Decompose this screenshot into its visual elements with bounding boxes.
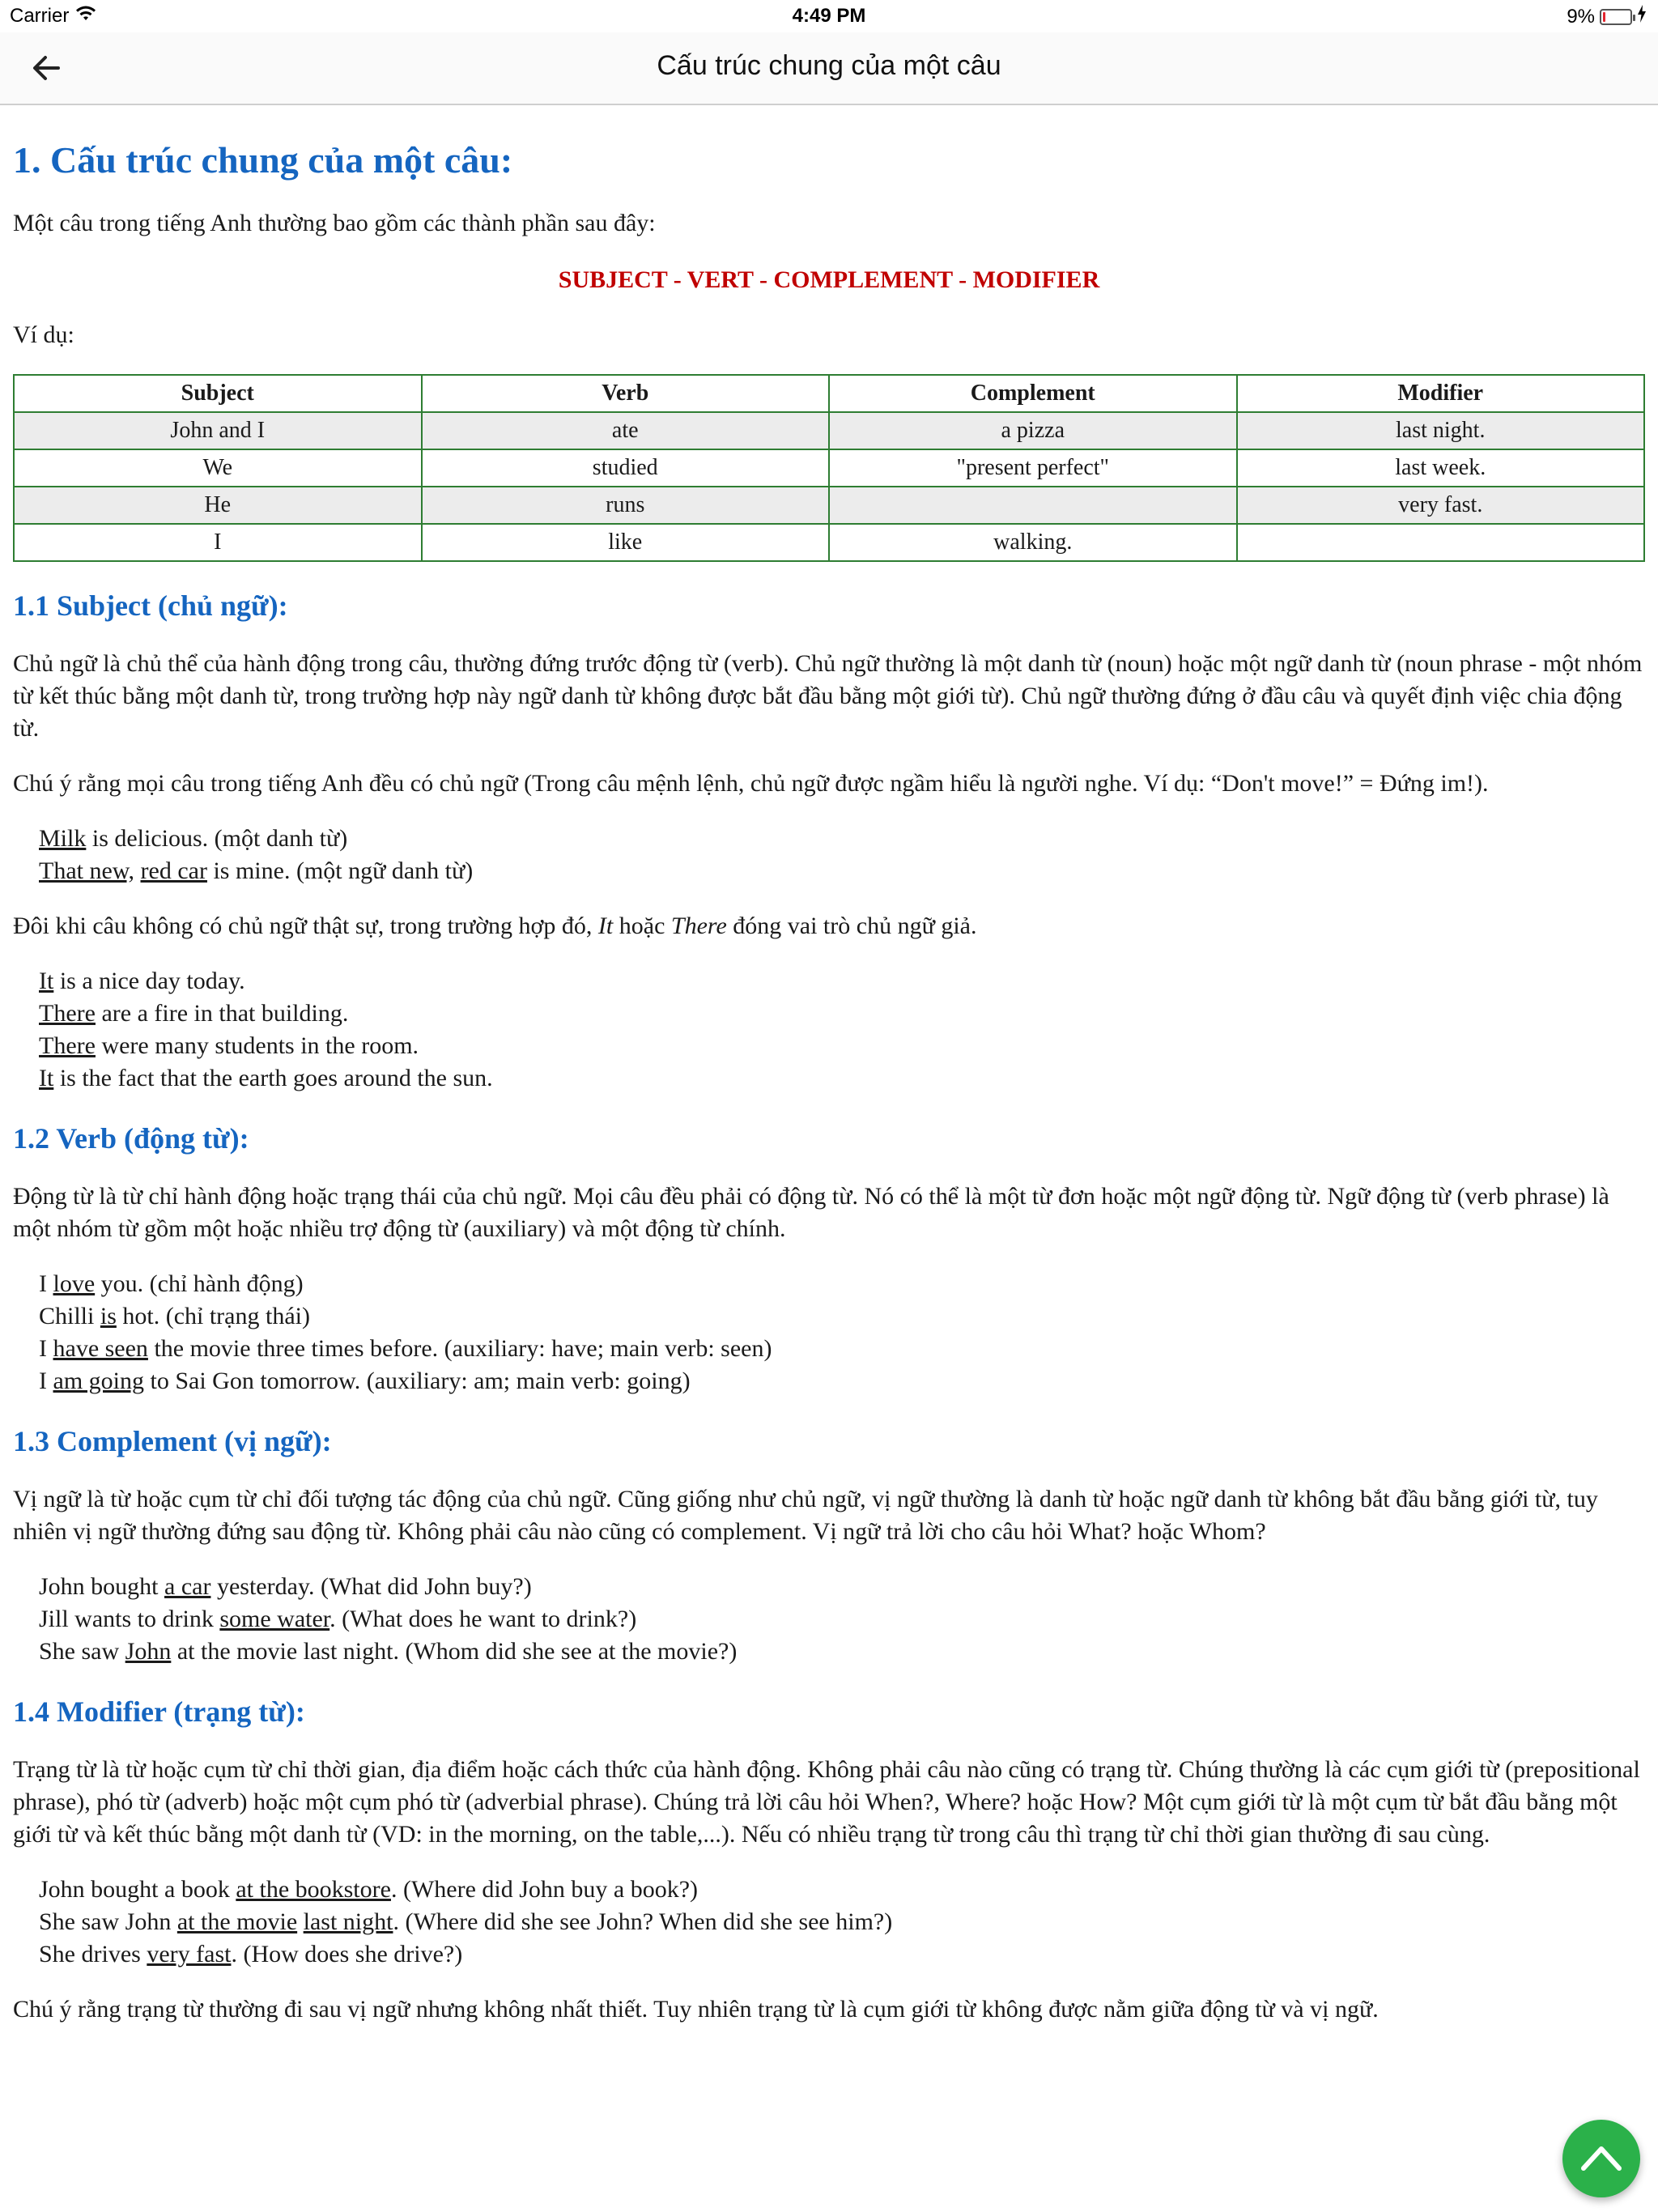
subject-paragraph-1: Chủ ngữ là chủ thể của hành động trong câu, thường đứng trước động từ (verb). Chủ ngữ thường là một danh từ (noun) hoặc một ngữ danh từ (noun phrase - một nhóm từ kết thúc bằng một danh từ, trong trường hợp này ngữ danh từ không được bắt đầu bằng một giới từ). Chủ ngữ thường đứng ở đầu câu và quyết định việc chia động từ. [13, 650, 1643, 742]
table-cell: very fast. [1237, 487, 1645, 524]
underlined-verb: am going [53, 1368, 144, 1394]
example-line [39, 1030, 1645, 1062]
charging-bolt-icon [1637, 5, 1647, 28]
example-line [39, 998, 1645, 1030]
example-text: John bought a book [39, 1876, 236, 1903]
table-cell: studied [422, 449, 830, 487]
verb-examples [39, 1268, 1645, 1397]
italic-term: It [597, 912, 614, 939]
example-text: . (How does she drive?) [231, 1941, 463, 1967]
example-text: John bought [39, 1573, 165, 1600]
underlined-subject: That new, [39, 857, 135, 884]
table-cell: like [422, 524, 830, 561]
underlined-complement: John [125, 1638, 172, 1665]
underlined-complement: some water [219, 1606, 330, 1632]
example-line [39, 1365, 1645, 1397]
example-line [39, 1874, 1645, 1906]
example-text: She saw [39, 1638, 125, 1665]
sentence-formula: SUBJECT - VERT - COMPLEMENT - MODIFIER [558, 266, 1100, 293]
status-time: 4:49 PM [792, 5, 866, 27]
underlined-subject: red car [140, 857, 207, 884]
table-cell: a pizza [829, 412, 1237, 449]
example-table [13, 374, 1645, 562]
example-text: is mine. (một ngữ danh từ) [206, 857, 474, 884]
underlined-subject: Milk [39, 825, 87, 852]
table-cell [1237, 524, 1645, 561]
navigation-bar [0, 32, 1658, 105]
chevron-up-icon [1580, 2142, 1622, 2176]
status-right [1567, 5, 1647, 28]
example-line [39, 1603, 1645, 1636]
example-line [39, 965, 1645, 998]
verb-paragraph: Động từ là từ chỉ hành động hoặc trạng thái của chủ ngữ. Mọi câu đều phải có động từ. Nó có thể là một từ đơn hoặc một ngữ động từ. Ngữ động từ (verb phrase) là một nhóm từ gồm một hoặc nhiều trợ động từ (auxiliary) và một động từ chính. [13, 1183, 1609, 1242]
underlined-subject: There [39, 1032, 96, 1059]
underlined-subject: There [39, 1000, 96, 1027]
table-cell: We [14, 449, 422, 487]
example-text: She drives [39, 1941, 147, 1967]
table-header-modifier: Modifier [1237, 375, 1645, 412]
example-text: I [39, 1335, 53, 1362]
battery-icon [1600, 9, 1632, 25]
example-text: is delicious. (một danh từ) [86, 825, 348, 852]
example-text: is a nice day today. [53, 968, 245, 994]
modifier-heading: 1.4 Modifier (trạng từ): [13, 1695, 305, 1728]
table-cell: John and I [14, 412, 422, 449]
table-cell: "present perfect" [829, 449, 1237, 487]
example-line [39, 1636, 1645, 1668]
table-row [14, 487, 1644, 524]
example-text: you. (chỉ hành động) [95, 1270, 304, 1297]
table-cell: He [14, 487, 422, 524]
paragraph-text: hoặc [613, 912, 671, 939]
intro-paragraph: Một câu trong tiếng Anh thường bao gồm các thành phần sau đây: [13, 210, 656, 236]
verb-heading: 1.2 Verb (động từ): [13, 1122, 249, 1155]
underlined-modifier: at the bookstore [236, 1876, 391, 1903]
example-line [39, 1268, 1645, 1300]
carrier-label: Carrier [10, 5, 70, 27]
underlined-subject: It [39, 1065, 54, 1091]
example-text: hot. (chỉ trạng thái) [116, 1303, 310, 1329]
complement-examples [39, 1571, 1645, 1668]
example-line [39, 1938, 1645, 1971]
paragraph-text: đóng vai trò chủ ngữ giả. [726, 912, 977, 939]
underlined-complement: a car [164, 1573, 211, 1600]
status-bar [0, 0, 1658, 32]
example-text: . (Where did John buy a book?) [390, 1876, 699, 1903]
table-cell: walking. [829, 524, 1237, 561]
example-text: Jill wants to drink [39, 1606, 220, 1632]
example-text: She saw John [39, 1908, 177, 1935]
example-text: were many students in the room. [95, 1032, 419, 1059]
paragraph-text: Đôi khi câu không có chủ ngữ thật sự, trong trường hợp đó, [13, 912, 598, 939]
modifier-note: Chú ý rằng trạng từ thường đi sau vị ngữ nhưng không nhất thiết. Tuy nhiên trạng từ là cụm giới từ không được nằm giữa động từ và vị ngữ. [13, 1996, 1379, 2023]
table-row [14, 524, 1644, 561]
modifier-paragraph: Trạng từ là từ hoặc cụm từ chỉ thời gian, địa điểm hoặc cách thức của hành động. Không phải câu nào cũng có trạng từ. Chúng thường là các cụm giới từ (prepositional phrase), phó từ (adverb) hoặc một cụm phó từ (adverbial phrase). Chúng trả lời câu hỏi When?, Where? hoặc How? Một cụm giới từ là một cụm từ bắt đầu bằng một giới từ và kết thúc bằng một danh từ (VD: in the morning, on the table,...). Nếu có nhiều trạng từ trong câu thì trạng từ chỉ thời gian thường đi sau cùng. [13, 1756, 1640, 1848]
example-text: Chilli [39, 1303, 100, 1329]
example-line [39, 1906, 1645, 1938]
subject-paragraph-2: Chú ý rằng mọi câu trong tiếng Anh đều có chủ ngữ (Trong câu mệnh lệnh, chủ ngữ được ngầm hiểu là người nghe. Ví dụ: “Don't move!” = Đứng im!). [13, 770, 1489, 797]
article-content [13, 105, 1645, 2026]
example-text: are a fire in that building. [95, 1000, 349, 1027]
complement-heading: 1.3 Complement (vị ngữ): [13, 1425, 332, 1457]
dummy-subject-examples [39, 965, 1645, 1095]
example-line [39, 823, 1645, 855]
table-row [14, 449, 1644, 487]
example-text: . (What does he want to drink?) [329, 1606, 637, 1632]
underlined-verb: have seen [53, 1335, 148, 1362]
underlined-modifier: very fast [147, 1941, 232, 1967]
italic-term: There [670, 912, 727, 939]
example-text: . (Where did she see John? When did she see him?) [393, 1908, 893, 1935]
table-cell [829, 487, 1237, 524]
subject-heading: 1.1 Subject (chủ ngữ): [13, 589, 288, 622]
example-line [39, 1300, 1645, 1333]
underlined-modifier: at the movie [176, 1908, 298, 1935]
example-line [39, 1571, 1645, 1603]
battery-percent: 9% [1567, 5, 1595, 28]
table-header-complement: Complement [829, 375, 1237, 412]
example-text: to Sai Gon tomorrow. (auxiliary: am; main verb: going) [144, 1368, 691, 1394]
table-header-subject: Subject [14, 375, 422, 412]
nav-title: Cấu trúc chung của một câu [657, 50, 1001, 81]
example-text: I [39, 1368, 53, 1394]
example-label: Ví dụ: [13, 321, 74, 348]
modifier-examples [39, 1874, 1645, 1971]
table-cell: last week. [1237, 449, 1645, 487]
battery-level [1603, 12, 1605, 22]
example-text: the movie three times before. (auxiliary: have; main verb: seen) [147, 1335, 772, 1362]
complement-paragraph: Vị ngữ là từ hoặc cụm từ chỉ đối tượng tác động của chủ ngữ. Cũng giống như chủ ngữ, vị ngữ thường là danh từ hoặc ngữ danh từ không bắt đầu bằng giới từ, tuy nhiên vị ngữ thường đứng sau động từ. Không phải câu nào cũng có complement. Vị ngữ trả lời cho câu hỏi What? hoặc Whom? [13, 1486, 1598, 1545]
example-line [39, 1333, 1645, 1365]
subject-paragraph-3 [13, 910, 1645, 942]
table-cell: ate [422, 412, 830, 449]
table-row [14, 412, 1644, 449]
page-title: 1. Cấu trúc chung của một câu: [13, 139, 513, 181]
table-cell: I [14, 524, 422, 561]
example-text: yesterday. (What did John buy?) [210, 1573, 532, 1600]
table-cell: runs [422, 487, 830, 524]
subject-examples [39, 823, 1645, 887]
underlined-verb: is [100, 1303, 117, 1329]
example-text: is the fact that the earth goes around the sun. [53, 1065, 493, 1091]
scroll-to-top-button[interactable] [1562, 2120, 1640, 2197]
example-line [39, 855, 1645, 887]
example-line [39, 1062, 1645, 1095]
example-text: at the movie last night. (Whom did she see at the movie?) [171, 1638, 738, 1665]
underlined-modifier: last night [303, 1908, 393, 1935]
table-header-verb: Verb [422, 375, 830, 412]
table-header-row [14, 375, 1644, 412]
table-cell: last night. [1237, 412, 1645, 449]
example-text: I [39, 1270, 53, 1297]
underlined-verb: love [53, 1270, 96, 1297]
underlined-subject: It [39, 968, 54, 994]
